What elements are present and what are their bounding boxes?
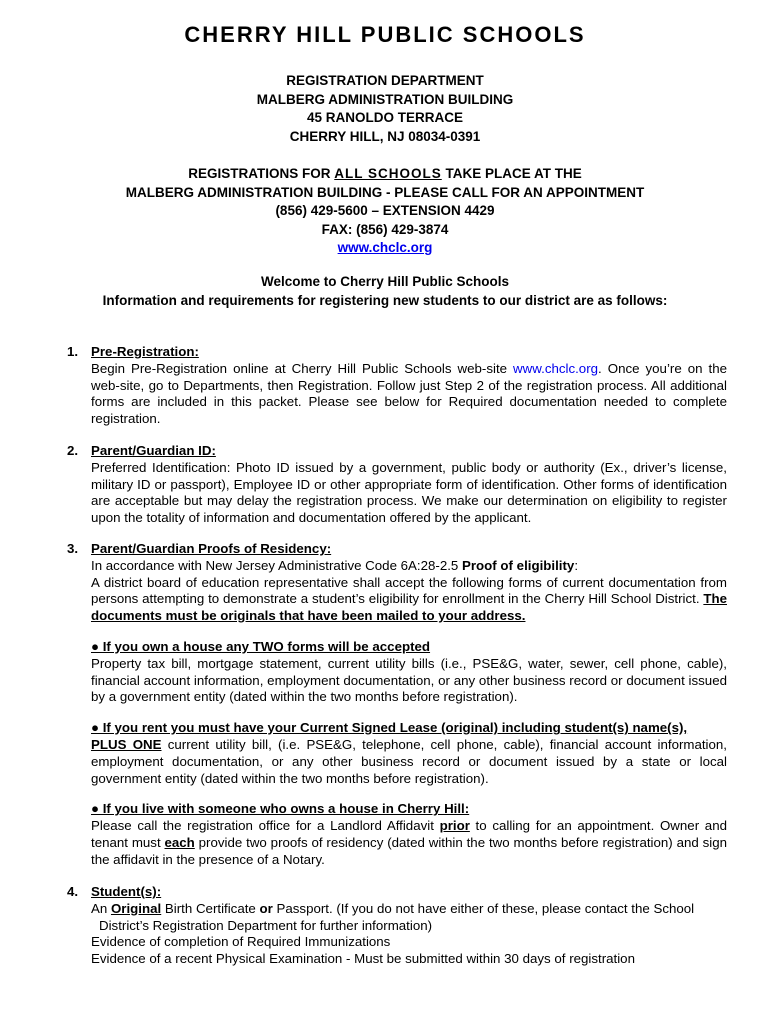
section-number: 3. [67, 541, 79, 556]
rent-text: current utility bill, (i.e. PSE&G, telephone, cell phone, cable), financial account information, employment documentation, or any other business record or document issued by a state or local government entity (dated within the two months before registration). [91, 736, 727, 786]
section-body [67, 361, 727, 428]
code-colon: : [574, 557, 579, 573]
live-with-owner-heading: ● If you live with someone who owns a house in Cherry Hill: [91, 801, 470, 817]
originals-notice: The documents must be originals that have been mailed to your address. [91, 591, 727, 624]
body-text: An [91, 900, 111, 916]
welcome-block [0, 273, 770, 310]
registration-dept-line: District’s Registration Department for further information) [99, 917, 433, 933]
section-heading [67, 541, 727, 558]
all-schools-text: ALL SCHOOLS [334, 166, 442, 181]
rent-block [91, 720, 727, 787]
section-pre-registration [67, 344, 727, 428]
address-block [0, 72, 770, 146]
live-text: Please call the registration office for a Landlord Affidavit [91, 818, 440, 834]
section-body: Preferred Identification: Photo ID issued by a government, public body or authority (Ex., driver’s license, military ID or passport), Employee ID or other appropriate form of identification. Other forms of identification are acceptable but may delay the registration process. We make our determination on eligibility to register upon the totality of information and documentation offered by the applicant. [91, 459, 727, 526]
section-body [67, 901, 727, 968]
section-heading [67, 344, 727, 361]
registration-line-1-pre: REGISTRATIONS FOR [188, 166, 335, 181]
live-text: provide two proofs of residency (dated within the two months before registration) and sign the affidavit in the presence of a Notary. [91, 834, 727, 867]
registration-line-1-post: TAKE PLACE AT THE [441, 166, 582, 181]
section-students [67, 884, 727, 968]
body-text: Passport. (If you do not have either of these, please contact the School [272, 900, 695, 916]
registration-line-2: MALBERG ADMINISTRATION BUILDING - PLEASE CALL FOR AN APPOINTMENT [125, 184, 645, 200]
document-title: CHERRY HILL PUBLIC SCHOOLS [184, 22, 586, 47]
own-house-heading: ● If you own a house any TWO forms will be accepted [91, 638, 431, 654]
own-house-block [91, 639, 727, 706]
section-body [67, 558, 727, 869]
phone-number: (856) 429-5600 – EXTENSION 4429 [275, 203, 495, 218]
section-proofs-of-residency [67, 541, 727, 869]
each-text: each [164, 834, 195, 850]
eligibility-paragraph [91, 575, 727, 625]
section-parent-id [67, 443, 727, 527]
eligibility-text: A district board of education representative shall accept the following forms of current documentation from persons attempting to demonstrate a student’s eligibility for enrollment in the Cherry Hill School District. [91, 574, 727, 607]
plus-one-text: PLUS ONE [91, 736, 162, 752]
body-text: Birth Certificate [161, 900, 260, 916]
live-with-owner-block [91, 801, 727, 868]
department-name: REGISTRATION DEPARTMENT [286, 73, 484, 88]
own-house-text: Property tax bill, mortgage statement, current utility bills (i.e., PSE&G, water, sewer, cell phone, cable), financial account information, employment documentation, or any other business record or document issued by a government entity (dated within the two months before registration). [91, 655, 727, 705]
section-title: Parent/Guardian Proofs of Residency: [91, 541, 332, 556]
section-title: Parent/Guardian ID: [91, 443, 216, 458]
registration-line-1 [0, 165, 770, 184]
welcome-line-1: Welcome to Cherry Hill Public Schools [260, 274, 510, 289]
birth-certificate-line [91, 901, 727, 918]
section-title: Student(s): [91, 884, 162, 899]
code-text: In accordance with New Jersey Administrative Code 6A:28-2.5 [91, 557, 463, 573]
section-heading [67, 884, 727, 901]
section-number: 2. [67, 443, 79, 458]
city-address: CHERRY HILL, NJ 08034-0391 [289, 128, 481, 144]
prior-text: prior [439, 818, 470, 834]
rent-heading: ● If you rent you must have your Current Signed Lease (original) including student(s) name(s), [91, 720, 688, 736]
building-name: MALBERG ADMINISTRATION BUILDING [256, 91, 514, 107]
physical-exam-line: Evidence of a recent Physical Examination - Must be submitted within 30 days of registration [91, 951, 635, 967]
welcome-line-2: Information and requirements for registering new students to our district are as follows: [102, 292, 668, 308]
section-title: Pre-Registration: [91, 344, 199, 359]
fax-number: FAX: (856) 429-3874 [321, 221, 449, 237]
body-text: Begin Pre-Registration online at Cherry Hill Public Schools web-site [91, 360, 514, 376]
section-heading [67, 443, 727, 460]
section-number: 4. [67, 884, 79, 899]
registration-block [0, 165, 770, 258]
street-address: 45 RANOLDO TERRACE [306, 110, 463, 125]
website-inline-link[interactable]: www.chclc.org [513, 360, 599, 376]
section-number: 1. [67, 344, 79, 359]
immunizations-line: Evidence of completion of Required Immunizations [91, 934, 391, 950]
body-text: . Once you’re on the web-site, go to Departments, then Registration. Follow just Step 2 of the registration process. All additional forms are included in this packet. Please see below for Required documentation needed to complete registration. [91, 360, 727, 427]
website-link[interactable]: www.chclc.org [337, 240, 433, 255]
original-text: Original [110, 900, 162, 916]
code-line [91, 558, 727, 575]
proof-of-eligibility-text: Proof of eligibility [462, 557, 575, 573]
live-text: to calling for an appointment. Owner and tenant must [91, 818, 727, 850]
or-text: or [259, 900, 273, 916]
